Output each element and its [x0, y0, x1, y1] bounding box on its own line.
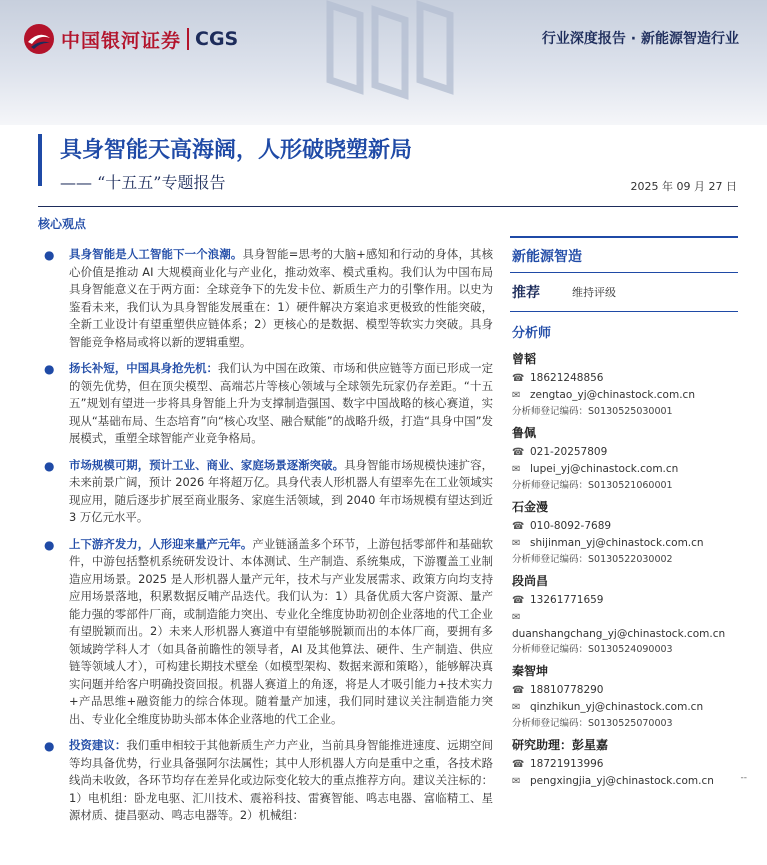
phone-icon: ☎: [512, 595, 525, 606]
report-type-label: 行业深度报告 · 新能源智造行业: [541, 31, 739, 47]
bullet-dot-icon: ●: [44, 248, 55, 262]
analyst-registration: 分析师登记编码：S0130522030002: [512, 554, 673, 565]
logo-english-text: CGS: [195, 28, 239, 50]
bullet-text: 具身智能市场规模快速扩容，未来前景广阔，预计 2026 年将超万亿。具身代表人形机器人有望率先在工业领域实现应用，随后逐步扩展至商业服务、家庭生活领域，到 2040 年市场规模有望达到近 3 万亿元水平。: [69, 457, 493, 524]
bullet-lead: 具身智能是人工智能下一个浪潮。: [69, 247, 243, 261]
analyst-email[interactable]: shijinman_yj@chinastock.com.cn: [530, 537, 704, 549]
email-icon: ✉: [512, 612, 521, 623]
bullet-lead: 上下游齐发力，人形迎来量产元年。: [69, 536, 253, 551]
rating-row: [510, 273, 738, 311]
bullet-paragraph: [69, 246, 493, 351]
bullet-item: [38, 246, 493, 351]
bullet-item: [38, 457, 493, 527]
analyst-card: [510, 736, 738, 790]
analyst-phone-row: [512, 592, 738, 609]
analyst-phone-row: [512, 518, 738, 535]
analyst-registration: 分析师登记编码：S0130524090003: [512, 644, 673, 655]
analyst-email-row: [512, 535, 738, 552]
report-subtitle: —— “十五五”专题报告: [60, 173, 226, 192]
email-icon: ✉: [512, 538, 521, 549]
report-date: 2025 年 09 月 27 日: [630, 180, 737, 193]
analyst-email[interactable]: duanshangchang_yj@chinastock.com.cn: [512, 628, 726, 640]
analyst-email[interactable]: lupei_yj@chinastock.com.cn: [530, 463, 679, 475]
phone-icon: ☎: [512, 685, 525, 696]
analyst-name: 鲁佩: [512, 426, 537, 440]
analyst-email[interactable]: pengxingjia_yj@chinastock.com.cn: [530, 775, 714, 787]
rating-label: 推荐: [512, 285, 540, 301]
phone-icon: ☎: [512, 373, 525, 384]
analyst-registration: 分析师登记编码：S0130525030001: [512, 406, 673, 417]
analyst-registration: 分析师登记编码：S0130525070003: [512, 718, 673, 729]
bullet-item: [38, 536, 493, 729]
analyst-email[interactable]: qinzhikun_yj@chinastock.com.cn: [530, 701, 704, 713]
email-icon: ✉: [512, 464, 521, 475]
analyst-registration: 分析师登记编码：S0130521060001: [512, 480, 673, 491]
analyst-phone-row: [512, 444, 738, 461]
bullet-paragraph: [69, 457, 493, 527]
bullet-lead: 投资建议：: [69, 738, 127, 752]
logo-divider: [187, 28, 189, 50]
bullet-paragraph: [69, 360, 493, 448]
email-icon: ✉: [512, 702, 521, 713]
title-accent-bar: [38, 134, 42, 186]
analyst-email-row: [512, 387, 738, 404]
bullet-text: 我们认为中国在政策、市场和供应链等方面已形成一定的领先优势，但在顶尖模型、高端芯片等核心领域与全球领先玩家仍存差距。“十五五”规划有望进一步将具身智能上升为支撑制造强国、数字中国战略的核心赛道，实现从“基础布局、生态培育”向“核心攻坚、融合赋能”的战略升级，打造“具身中国”发展模式，重塑全球智能产业竞争格局。: [69, 361, 493, 445]
bullet-paragraph: [69, 536, 493, 729]
bullet-dot-icon: ●: [44, 458, 55, 473]
analyst-card: [510, 662, 738, 731]
bullet-item: [38, 360, 493, 448]
analyst-email-row: [512, 773, 738, 790]
analyst-card: [510, 572, 738, 657]
core-views-list: [38, 246, 493, 834]
corner-mark: --: [740, 773, 747, 783]
analyst-name: 段尚昌: [512, 574, 549, 588]
report-title: 具身智能天高海阔，人形破晓塑新局: [60, 137, 413, 163]
bullet-text: 我们重申相较于其他新质生产力产业，当前具身智能推进速度、远期空间等均具备优势，行业具备强阿尔法属性；其中人形机器人方向是重中之重，各技术路线尚未收敛，各环节均存在差异化或边际变化较大的重点推荐方向。建议关注标的：1）电机组：卧龙电驱、汇川技术、震裕科技、雷赛智能、鸣志电器、富临精工、星源材质、捷昌驱动、鸣志电器等。2）机械组：: [69, 738, 493, 822]
analyst-phone-row: [512, 682, 738, 699]
analyst-card: [510, 498, 738, 567]
analyst-email-row: [512, 461, 738, 478]
phone-icon: ☎: [512, 759, 525, 770]
analyst-email[interactable]: zengtao_yj@chinastock.com.cn: [530, 389, 695, 401]
analyst-phone-row: [512, 370, 738, 387]
analyst-card: [510, 424, 738, 493]
company-logo: [22, 22, 238, 56]
bullet-text: 产业链涵盖多个环节，上游包括零部件和基础软件，中游包括整机系统研发设计、本体测试、生产制造、系统集成，下游覆盖工业制造应用场景。2025 是人形机器人量产元年，技术与产业发展需求、政策方向均支持应用场景落地，积累数据反哺产品迭代。我们认为：1）具备优质大客户资源、量产能力强的零部件厂商，或制造能力突出、专业化全维度协助初创企业落地的代工企业有望脱颖而出。2）未来人形机器人赛道中有望能够脱颖而出的本体厂商，要拥有多领域跨学科人才（如具备前瞻性的领导者，AI 及其他算法、硬件、生产制造、供应链等领域人才），可构建长期技术壁垒（如模型架构、数据来源和策略），能够解决真实问题并给客户明确投资回报。机器人赛道上的角逐，将是人才吸引能力+技术实力+产品思维+融资能力的综合体现。随着量产加速，我们同时建议关注制造能力突出、专业化全维度协助头部本体企业落地的代工企业。: [69, 536, 493, 726]
phone-icon: ☎: [512, 447, 525, 458]
email-icon: ✉: [512, 776, 521, 787]
analyst-phone: 18721913996: [530, 758, 604, 770]
cgs-watermark-graphic: [300, 0, 470, 100]
analyst-phone: 010-8092-7689: [530, 520, 612, 532]
analyst-name: 研究助理：彭星嘉: [512, 738, 609, 752]
bullet-dot-icon: ●: [44, 537, 55, 552]
core-views-heading: 核心观点: [38, 217, 87, 231]
bullet-dot-icon: ●: [44, 739, 55, 753]
bullet-lead: 扬长补短，中国具身抢先机：: [69, 361, 218, 375]
bullet-item: [38, 737, 493, 825]
logo-chinese-text: 中国银河证券: [61, 29, 182, 52]
analyst-name: 秦智坤: [512, 664, 549, 678]
sidebar: [510, 236, 738, 793]
analyst-name: 曾韬: [512, 352, 537, 366]
bullet-lead: 市场规模可期，预计工业、商业、家庭场景逐渐突破。: [69, 457, 345, 472]
analyst-card: [510, 350, 738, 419]
bullet-paragraph: [69, 737, 493, 825]
analyst-phone: 18621248856: [530, 372, 604, 384]
analyst-email-row: [512, 699, 738, 716]
analyst-phone: 18810778290: [530, 684, 604, 696]
bullet-dot-icon: ●: [44, 362, 55, 376]
phone-icon: ☎: [512, 521, 525, 532]
sector-name: 新能源智造: [512, 249, 582, 265]
cgs-logo-mark-icon: [22, 22, 56, 56]
analyst-phone: 021-20257809: [530, 446, 608, 458]
analyst-phone: 13261771659: [530, 594, 604, 606]
email-icon: ✉: [512, 390, 521, 401]
rating-value: 维持评级: [572, 286, 616, 299]
page-header: [0, 0, 767, 125]
analyst-phone-row: [512, 756, 738, 773]
header-divider: [38, 206, 738, 207]
analyst-name: 石金漫: [512, 500, 549, 514]
analyst-email-row: [512, 609, 738, 626]
analysts-heading: 分析师: [512, 326, 552, 341]
analyst-email-row: [512, 626, 738, 642]
bullet-text: 具身智能=思考的大脑+感知和行动的身体，其核心价值是推动 AI 大规模商业化与产业化，推动效率、模式重构。我们认为中国布局具身智能意义在于两方面：全球竞争下的先发卡位、新质生产力的引擎作用。以史为鉴看未来，我们认为具身智能发展重在：1）硬件解决方案追求更极致的性能突破，全新工业设计有望重塑供应链体系；2）更核心的是数据、模型等软实力突破。具身智能竞争格局或将以新的逻辑重塑。: [69, 247, 493, 349]
